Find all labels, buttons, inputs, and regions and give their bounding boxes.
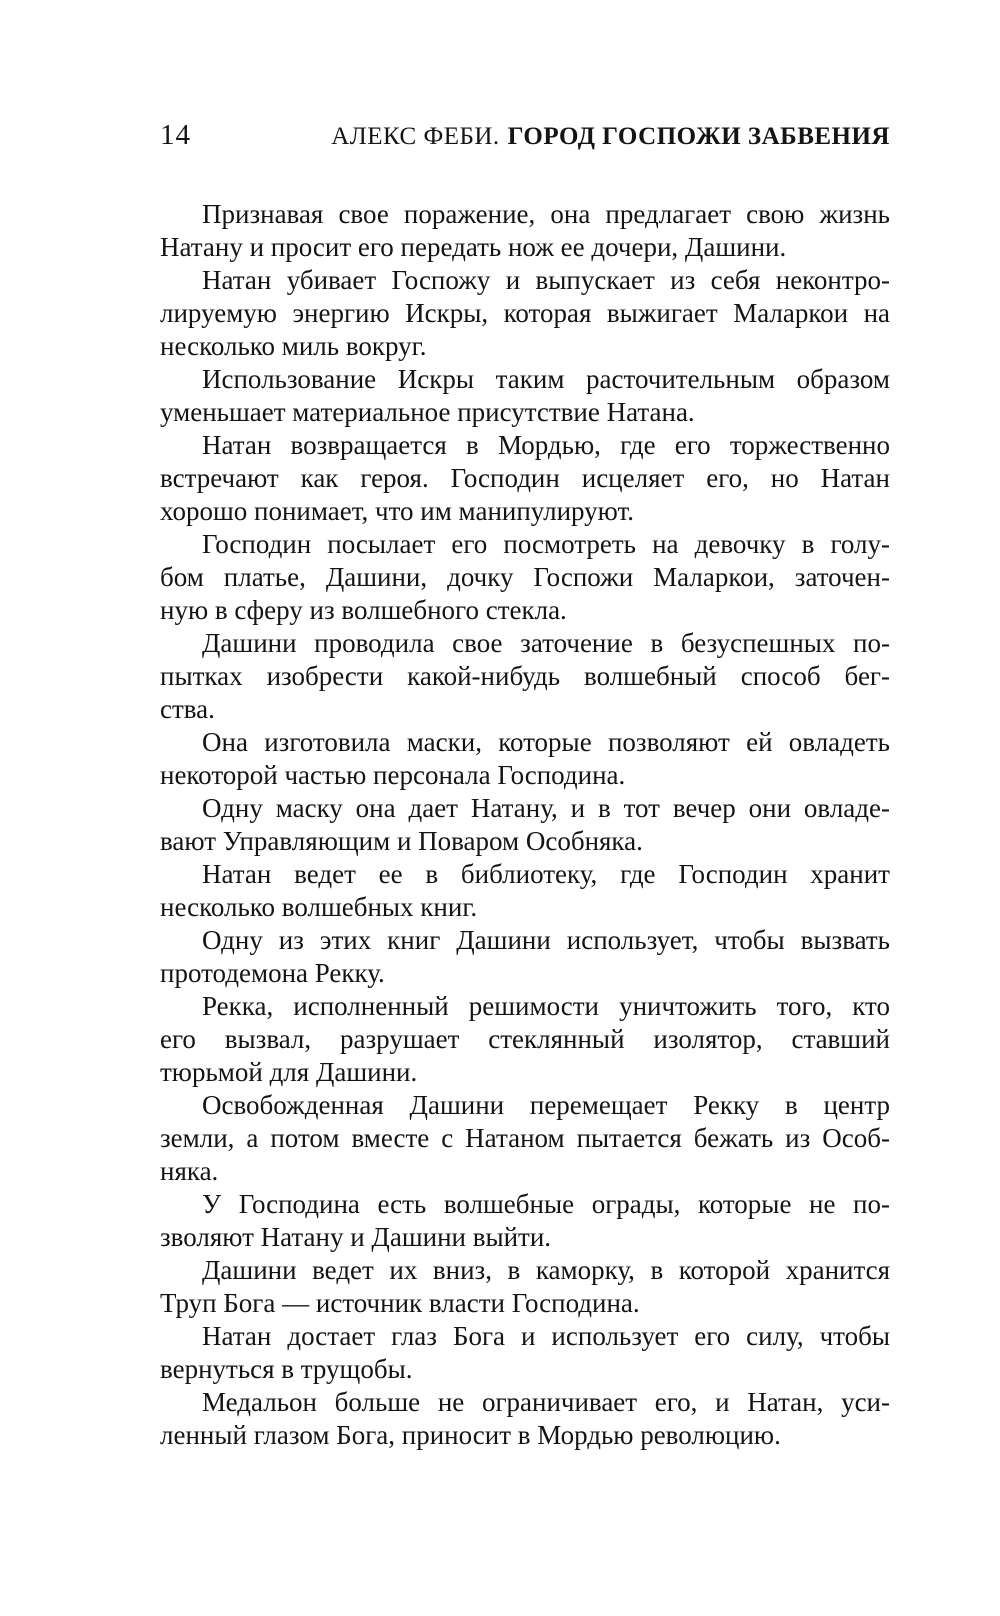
running-title-author: АЛЕКС ФЕБИ. [331, 123, 500, 150]
paragraph [160, 198, 890, 264]
text-line: Натан возвращается в Мордью, где его торжественно [202, 430, 890, 460]
text-line: Рекка, исполненный решимости уничтожить того, кто [202, 991, 890, 1021]
text-line: некоторой частью персонала Господина. [160, 760, 626, 790]
text-line: несколько миль вокруг. [160, 331, 427, 361]
text-line: Натану и просит его передать нож ее дочери, Дашини. [160, 232, 787, 262]
paragraph [160, 1254, 890, 1320]
paragraph [160, 858, 890, 924]
running-head [160, 119, 890, 152]
text-line: несколько волшебных книг. [160, 892, 478, 922]
text-line: У Господина есть волшебные ограды, которые не по- [202, 1189, 890, 1219]
paragraph [160, 1188, 890, 1254]
paragraph [160, 726, 890, 792]
text-line: Господин посылает его посмотреть на девочку в голу- [202, 529, 890, 559]
text-line: вернуться в трущобы. [160, 1354, 413, 1384]
paragraph [160, 528, 890, 627]
text-line: Признавая свое поражение, она предлагает свою жизнь [202, 199, 890, 229]
paragraph [160, 1089, 890, 1188]
text-line: уменьшает материальное присутствие Натана. [160, 397, 695, 427]
text-line: Натан убивает Госпожу и выпускает из себя неконтро- [202, 265, 890, 295]
page-number: 14 [160, 119, 191, 151]
paragraph [160, 792, 890, 858]
text-line: ную в сферу из волшебного стекла. [160, 595, 567, 625]
text-line: его вызвал, разрушает стеклянный изолятор, ставший [160, 1024, 890, 1054]
text-line: бом платье, Дашини, дочку Госпожи Маларкои, заточен- [160, 562, 890, 592]
text-body [160, 198, 890, 1452]
text-line: Натан достает глаз Бога и использует его силу, чтобы [202, 1321, 890, 1351]
text-line: пытках изобрести какой-нибудь волшебный способ бег- [160, 661, 890, 691]
text-line: зволяют Натану и Дашини выйти. [160, 1222, 552, 1252]
paragraph [160, 363, 890, 429]
text-line: Дашини ведет их вниз, в каморку, в которой хранится [202, 1255, 890, 1285]
paragraph [160, 1386, 890, 1452]
running-title [331, 123, 890, 151]
paragraph [160, 429, 890, 528]
text-line: Труп Бога — источник власти Господина. [160, 1288, 640, 1318]
text-line: вают Управляющим и Поваром Особняка. [160, 826, 643, 856]
text-line: лируемую энергию Искры, которая выжигает Маларкои на [160, 298, 890, 328]
text-line: ленный глазом Бога, приносит в Мордью революцию. [160, 1420, 781, 1450]
paragraph [160, 1320, 890, 1386]
running-title-book: ГОРОД ГОСПОЖИ ЗАБВЕНИЯ [507, 123, 890, 150]
text-line: тюрьмой для Дашини. [160, 1057, 418, 1087]
paragraph [160, 924, 890, 990]
text-line: Она изготовила маски, которые позволяют ей овладеть [202, 727, 890, 757]
text-line: встречают как героя. Господин исцеляет его, но Натан [160, 463, 890, 493]
text-line: Медальон больше не ограничивает его, и Натан, уси- [202, 1387, 890, 1417]
text-line: Освобожденная Дашини перемещает Рекку в центр [202, 1090, 890, 1120]
paragraph [160, 627, 890, 726]
text-line: Натан ведет ее в библиотеку, где Господин хранит [202, 859, 890, 889]
text-line: протодемона Рекку. [160, 958, 385, 988]
text-line: ства. [160, 694, 215, 724]
text-line: няка. [160, 1156, 219, 1186]
text-line: Одну из этих книг Дашини использует, чтобы вызвать [202, 925, 890, 955]
text-line: хорошо понимает, что им манипулируют. [160, 496, 635, 526]
text-line: Дашини проводила свое заточение в безуспешных по- [202, 628, 890, 658]
text-line: Одну маску она дает Натану, и в тот вечер они овладе- [202, 793, 890, 823]
text-line: Использование Искры таким расточительным образом [202, 364, 890, 394]
text-line: земли, а потом вместе с Натаном пытается бежать из Особ- [160, 1123, 890, 1153]
paragraph [160, 264, 890, 363]
paragraph [160, 990, 890, 1089]
